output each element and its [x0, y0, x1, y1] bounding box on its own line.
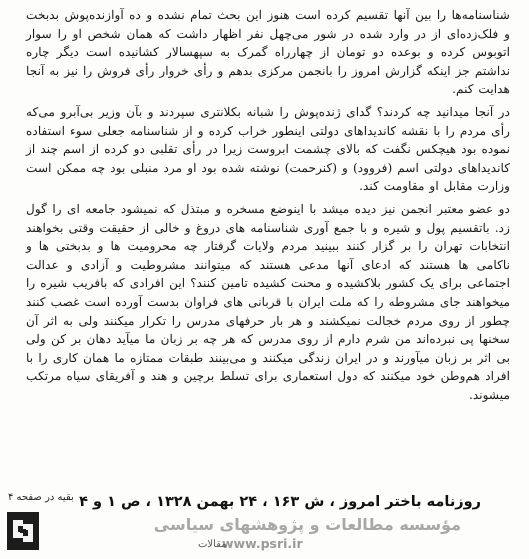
continued-note: بقیه در صفحه ۴: [8, 492, 74, 503]
article-paragraph-3: دو عضو معتبر انجمن نیز دیده میشد با اینوضع مسخره و مبتذل که نمیشود جامعه ای را گول زد. باتقسیم پول و شیره و با جمع آوری شناسنامه های دروغ و خالی از حقیقت وقتی بخواهند انتخابات تهران را بر گزار کنند ببینید مردم ولایات گرفتار چه محرومیت ها و بدبختی ها و ناکامی ها هستند که ادعای آنها مدعی هستند که میتوانند مشروطیت و آزادی و عدالت اجتماعی برای یک کشور بلاکشیده و محنت کشیده تامین کنند؟ این افرادی که بافریب شیره را میخواهند جای مشروطه را که ملت ایران با قربانی های فراوان بدست آورده است غصب کنند چطور از روی مردم خجالت نمیکشند و هر بار حرفهای مدرس را تکرار میکنند ولی به اثر آن سخنها پی نبرده‌اند من شرم دارم از روی مدرس که هر چه بر زبان ما میآید دهان بر کن ولی بی اثر بر زبان میآورند و در ایران زندگی میکنند و می‌بینند طبقات ممتازه ما همان کاری را با افراد هم‌وطن خود میکنند که دول استعماری برای تسلط برچین و هند و آفریقای سیاه مرتکب میشوند.: [26, 201, 510, 402]
watermark-organization: مؤسسه مطالعات و پژوهشهای سیاسی: [153, 515, 461, 534]
article-paragraph-1: شناسنامه‌ها را بین آنها تقسیم کرده است هنوز این بحث تمام نشده و ده آوازنده‌پوش بدبخت و فلک‌زده‌ای از در وارد شده در شور می‌چهل نفر اظهار داشت که همان شخص او را سوار اتوبوس کرده و بوعده دو تومان از چهارراه گمرک به سپهسالار کشانیده است دیگر چاره نداشتم جز اینکه گزارش امروز را بانجمن مرکزی بدهم و رأی خروار رأی فروش را نیز به آنجا هدایت کنم.: [26, 8, 510, 97]
bottom-fragment: مقالات: [198, 539, 227, 550]
watermark-url: www.psri.ir: [222, 536, 303, 551]
article-body: [26, 6, 510, 404]
article-paragraph-2: در آنجا میدانید چه کردند؟ گدای ژنده‌پوش را شبانه بکلانتری سپردند و بآن وزیر بی‌آبرو می‌که رأی مردم را با نقشه کاندیداهای دولتی اینطور خراب کرده و از شناسنامه جعلی سوء استفاده نموده بود هیچکس نگفت که بالای چشمت ابروست زیرا در رأی تقلبی دو کرده از اسم چند از کاندیداهای دولتی اسم (فروود) و (کنرحمت) نوشته شده بود او مرد منبلی بود چه ممکن است وزارت مقابل او مقاومت کند.: [26, 104, 510, 194]
psri-logo-icon: [7, 512, 39, 550]
source-citation: روزنامه باختر امروز ، ش ۱۶۳ ، ۲۴ بهمن ۱۳۲۸ ، ص ۱ و ۴: [79, 494, 481, 510]
